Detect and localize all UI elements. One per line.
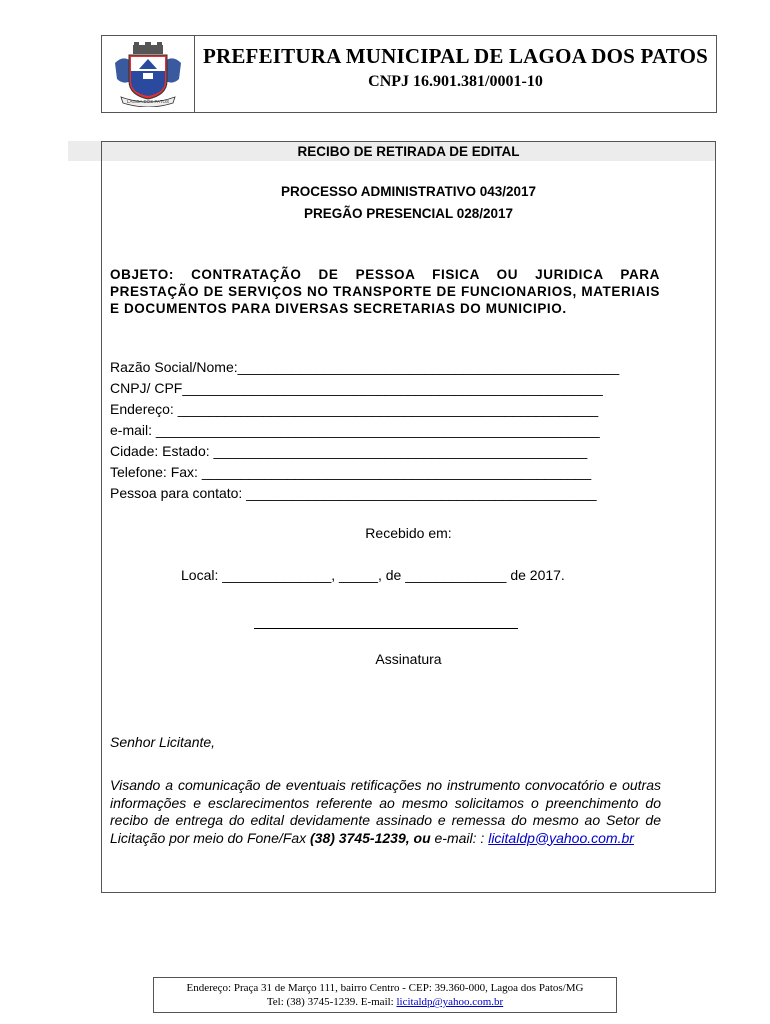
greeting: Senhor Licitante,	[110, 734, 216, 750]
municipal-coat-of-arms-logo	[109, 41, 187, 107]
field-razao-social[interactable]: Razão Social/Nome:_________________________________________________	[110, 359, 620, 375]
signature-label: Assinatura	[375, 651, 442, 667]
logo-cell	[102, 36, 195, 112]
page-footer	[153, 977, 617, 1013]
object-description: OBJETO: CONTRATAÇÃO DE PESSOA FISICA OU JURIDICA PARA PRESTAÇÃO DE SERVIÇOS NO TRANSPORTE DE FUNCIONARIOS, MATERIAIS E DOCUMENTOS PARA DIVERSAS SECRETARIAS DO MUNICIPIO.	[110, 267, 660, 316]
receipt-title: RECIBO DE RETIRADA DE EDITAL	[297, 144, 520, 159]
field-telefone-fax[interactable]: Telefone: Fax: __________________________________________________	[110, 464, 592, 480]
letterhead-title-cell	[195, 36, 716, 112]
signature-line[interactable]	[254, 628, 518, 629]
field-endereco[interactable]: Endereço: ______________________________________________________	[110, 401, 599, 417]
local-date-line[interactable]: Local: ______________, _____, de _____________ de 2017.	[181, 567, 565, 583]
footer-address: Endereço: Praça 31 de Março 111, bairro Centro - CEP: 39.360-000, Lagoa dos Patos/MG	[186, 982, 584, 994]
notice-body-1: Visando a comunicação de eventuais retificações no instrumento convocatório e outras informações e esclarecimentos referente ao mesmo solicitamos o preenchimento do recibo de entrega do edital devidamente assinado e remessa do mesmo ao Setor de Licitação por meio do Fone/Fax	[110, 777, 661, 846]
letterhead	[101, 35, 717, 113]
logo-motto-text: LAGOA DOS PATOS	[126, 99, 170, 104]
footer-email-link[interactable]: licitaldp@yahoo.com.br	[396, 996, 504, 1008]
municipality-title: PREFEITURA MUNICIPAL DE LAGOA DOS PATOS	[202, 44, 709, 68]
auction-number: PREGÃO PRESENCIAL 028/2017	[303, 206, 514, 221]
process-number: PROCESSO ADMINISTRATIVO 043/2017	[280, 184, 537, 199]
field-cnpj-cpf[interactable]: CNPJ/ CPF______________________________________________________	[110, 380, 603, 396]
notice-paragraph	[110, 777, 661, 847]
field-pessoa-contato[interactable]: Pessoa para contato: _____________________________________________	[110, 485, 597, 501]
received-label: Recebido em:	[365, 525, 452, 541]
notice-phone: (38) 3745-1239, ou	[310, 829, 431, 846]
field-cidade-estado[interactable]: Cidade: Estado: ________________________________________________	[110, 443, 588, 459]
footer-contact	[154, 995, 616, 1009]
field-email[interactable]: e-mail: _________________________________________________________	[110, 422, 600, 438]
notice-email-link[interactable]: licitaldp@yahoo.com.br	[488, 829, 634, 846]
notice-body-2: e-mail: :	[430, 829, 489, 846]
bidder-fields	[110, 357, 670, 504]
municipality-cnpj: CNPJ 16.901.381/0001-10	[368, 73, 543, 90]
footer-phone: Tel: (38) 3745-1239. E-mail:	[266, 996, 397, 1008]
